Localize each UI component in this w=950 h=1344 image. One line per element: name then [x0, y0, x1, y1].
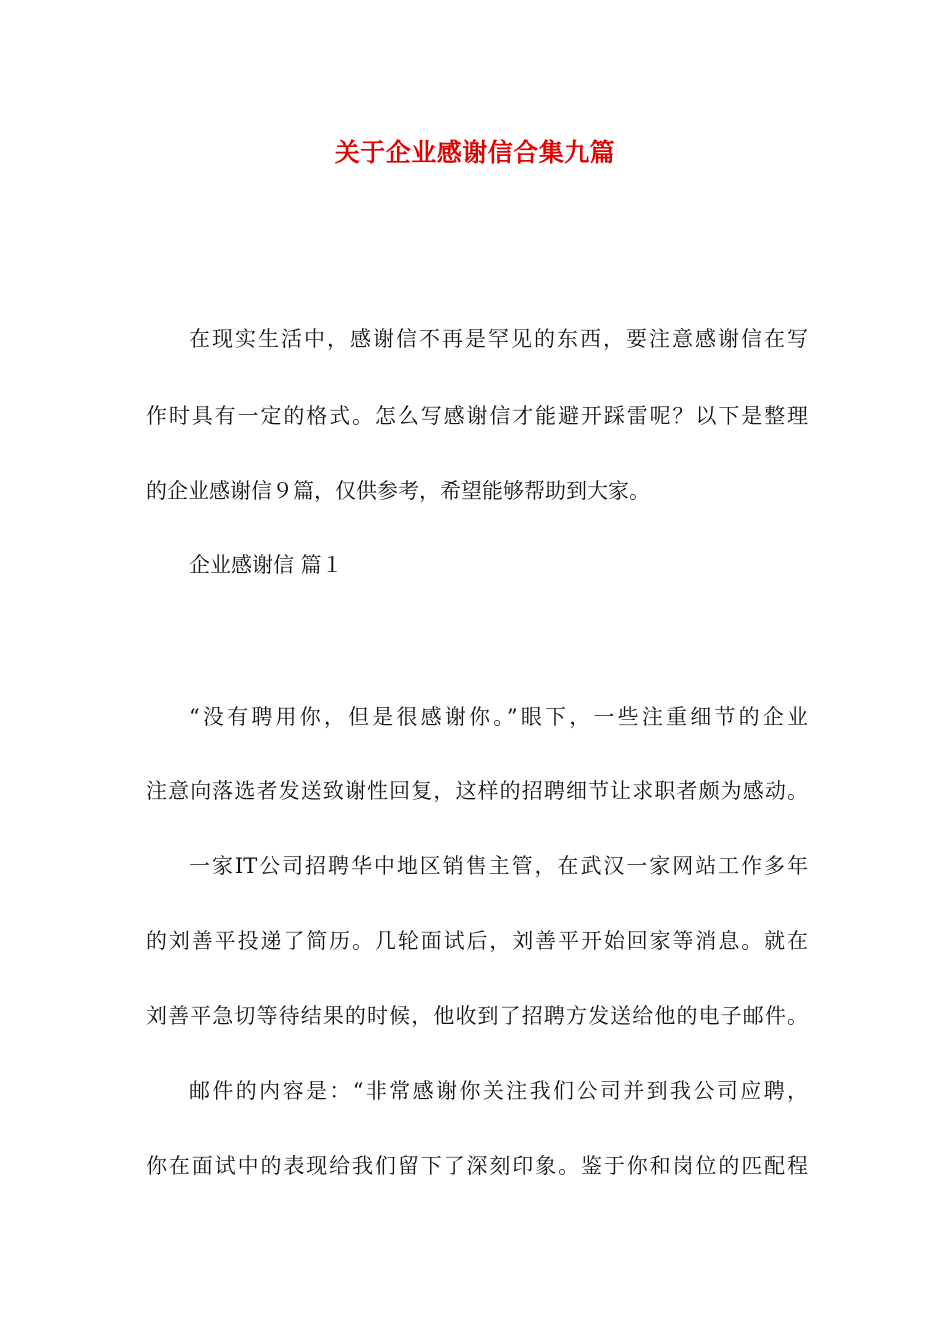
document-title: 关于企业感谢信合集九篇 [334, 138, 616, 167]
paragraph-line: 刘善平急切等待结果的时候，他收到了招聘方发送给他的电子邮件。 [146, 1004, 808, 1028]
paragraph-line: 的刘善平投递了简历。几轮面试后，刘善平开始回家等消息。就在 [146, 929, 808, 953]
paragraph-line: 注意向落选者发送致谢性回复，这样的招聘细节让求职者颇为感动。 [146, 779, 808, 803]
paragraph-line: 作时具有一定的格式。怎么写感谢信才能避开踩雷呢？以下是整理 [146, 404, 808, 428]
section-heading: 企业感谢信 篇１ [189, 553, 343, 577]
paragraph-line: 邮件的内容是：“非常感谢你关注我们公司并到我公司应聘， [189, 1079, 808, 1103]
paragraph-line: 在现实生活中，感谢信不再是罕见的东西，要注意感谢信在写 [189, 327, 808, 351]
paragraph-line: 一家IT公司招聘华中地区销售主管，在武汉一家网站工作多年 [189, 854, 808, 878]
paragraph-line: 你在面试中的表现给我们留下了深刻印象。鉴于你和岗位的匹配程 [146, 1154, 808, 1178]
paragraph-line: “没有聘用你，但是很感谢你。”眼下，一些注重细节的企业 [189, 705, 808, 729]
paragraph-line: 的企业感谢信９篇，仅供参考，希望能够帮助到大家。 [146, 479, 650, 503]
